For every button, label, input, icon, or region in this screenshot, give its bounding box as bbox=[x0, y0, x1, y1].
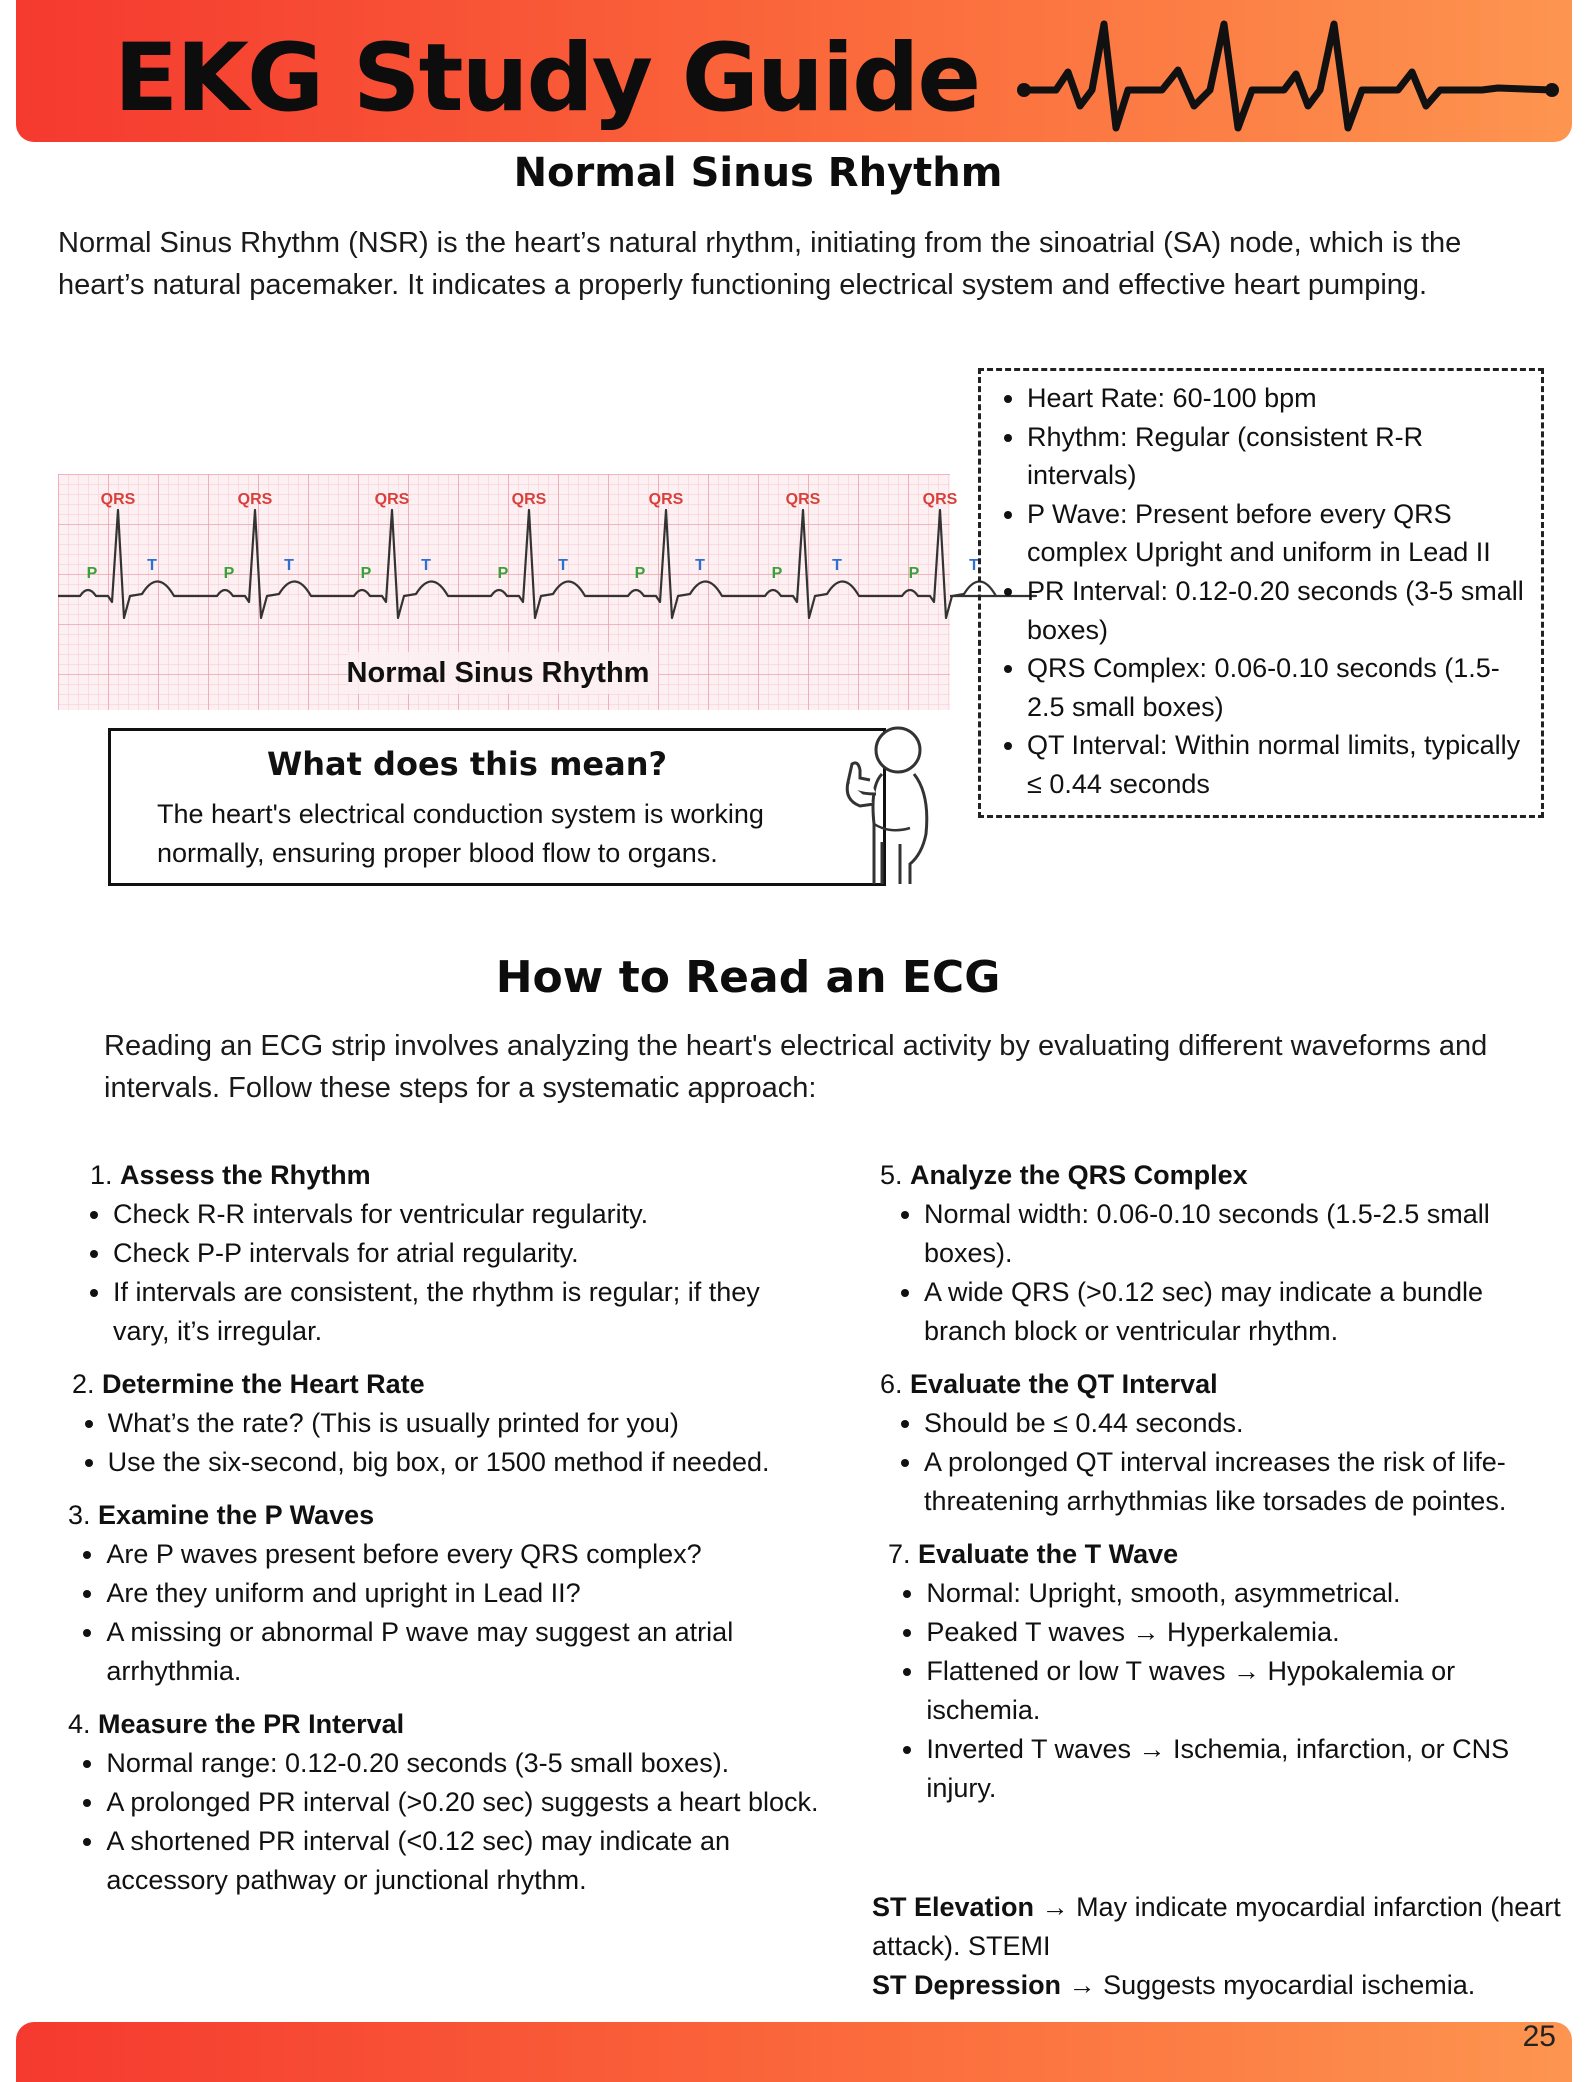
qrs-label: QRS bbox=[511, 491, 547, 508]
header-banner bbox=[16, 0, 1572, 142]
step-bullet: • Inverted T waves → Ischemia, infarction, or CNS injury. bbox=[926, 1730, 1560, 1808]
step-title: Determine the Heart Rate bbox=[102, 1369, 425, 1399]
step-title: Measure the PR Interval bbox=[98, 1709, 405, 1739]
nsr-criterion: • P Wave: Present before every QRS complex Upright and uniform in Lead II bbox=[1027, 495, 1535, 572]
step-bullet: • Are P waves present before every QRS complex? bbox=[106, 1535, 820, 1574]
st-notes bbox=[872, 1888, 1572, 2005]
step-block bbox=[60, 1496, 820, 1691]
qrs-label: QRS bbox=[100, 491, 136, 508]
t-wave-label: T bbox=[147, 557, 157, 574]
page-title: EKG Study Guide bbox=[114, 24, 980, 133]
step-heading bbox=[880, 1365, 1560, 1404]
step-number: 4. bbox=[68, 1709, 91, 1739]
st-elevation-text: → May indicate myocardial infarction (heart attack). STEMI bbox=[872, 1892, 1561, 1961]
step-number: 5. bbox=[880, 1160, 903, 1190]
p-wave-label: P bbox=[360, 565, 372, 582]
step-bullet: • What’s the rate? (This is usually printed for you) bbox=[108, 1404, 820, 1443]
howto-intro: Reading an ECG strip involves analyzing the heart's electrical activity by evaluating different waveforms and intervals. Follow these steps for a systematic approach: bbox=[104, 1030, 1488, 1104]
step-bullets bbox=[60, 1535, 820, 1691]
st-elevation bbox=[872, 1888, 1572, 1966]
step-block bbox=[60, 1156, 820, 1351]
step-bullet: • Normal: Upright, smooth, asymmetrical. bbox=[926, 1574, 1560, 1613]
step-bullet: • Use the six-second, big box, or 1500 method if needed. bbox=[108, 1443, 820, 1482]
p-wave-label: P bbox=[86, 565, 98, 582]
step-bullet: • Check P-P intervals for atrial regularity. bbox=[113, 1234, 820, 1273]
nsr-criterion: • QT Interval: Within normal limits, typically ≤ 0.44 seconds bbox=[1027, 726, 1535, 803]
nsr-criteria-box bbox=[978, 368, 1544, 818]
nsr-heading: Normal Sinus Rhythm bbox=[513, 150, 1003, 196]
t-wave-label: T bbox=[558, 557, 568, 574]
step-block bbox=[880, 1535, 1560, 1808]
step-number: 1. bbox=[90, 1160, 113, 1190]
step-heading bbox=[60, 1365, 820, 1404]
page-number: 25 bbox=[1522, 2020, 1556, 2053]
nsr-criterion: • QRS Complex: 0.06-0.10 seconds (1.5-2.5 small boxes) bbox=[1027, 649, 1535, 726]
meaning-title: What does this mean? bbox=[266, 745, 668, 783]
st-depression bbox=[872, 1966, 1572, 2005]
ekg-caption: Normal Sinus Rhythm bbox=[346, 657, 650, 689]
step-bullet: • A shortened PR interval (<0.12 sec) may indicate an accessory pathway or junctional rhythm. bbox=[106, 1822, 820, 1900]
step-bullets bbox=[60, 1744, 820, 1900]
qrs-label: QRS bbox=[237, 491, 273, 508]
step-bullet: • If intervals are consistent, the rhythm is regular; if they vary, it’s irregular. bbox=[113, 1273, 820, 1351]
t-wave-label: T bbox=[421, 557, 431, 574]
step-bullet: • A wide QRS (>0.12 sec) may indicate a bundle branch block or ventricular rhythm. bbox=[924, 1273, 1560, 1351]
step-number: 3. bbox=[68, 1500, 91, 1530]
t-wave-label: T bbox=[695, 557, 705, 574]
qrs-label: QRS bbox=[374, 491, 410, 508]
step-block bbox=[880, 1365, 1560, 1521]
step-heading bbox=[880, 1535, 1560, 1574]
thumbs-up-figure-icon bbox=[830, 724, 940, 894]
step-block bbox=[60, 1705, 820, 1900]
qrs-label: QRS bbox=[648, 491, 684, 508]
nsr-criterion: • Heart Rate: 60-100 bpm bbox=[1027, 379, 1535, 418]
nsr-criterion: • Rhythm: Regular (consistent R-R intervals) bbox=[1027, 418, 1535, 495]
step-bullet: • A prolonged PR interval (>0.20 sec) suggests a heart block. bbox=[106, 1783, 820, 1822]
p-wave-label: P bbox=[223, 565, 235, 582]
t-wave-label: T bbox=[284, 557, 294, 574]
step-bullet: • Normal width: 0.06-0.10 seconds (1.5-2.5 small boxes). bbox=[924, 1195, 1560, 1273]
nsr-criterion: • PR Interval: 0.12-0.20 seconds (3-5 small boxes) bbox=[1027, 572, 1535, 649]
qrs-label: QRS bbox=[785, 491, 821, 508]
step-heading bbox=[880, 1156, 1560, 1195]
footer-banner bbox=[16, 2022, 1572, 2082]
steps-left-column bbox=[60, 1156, 820, 1914]
step-bullet: • A missing or abnormal P wave may suggest an atrial arrhythmia. bbox=[106, 1613, 820, 1691]
step-bullets bbox=[60, 1404, 820, 1482]
step-bullet: • Are they uniform and upright in Lead II? bbox=[106, 1574, 820, 1613]
step-bullets bbox=[60, 1195, 820, 1351]
step-heading bbox=[60, 1156, 820, 1195]
step-number: 2. bbox=[72, 1369, 95, 1399]
step-title: Evaluate the QT Interval bbox=[910, 1369, 1218, 1399]
step-bullet: • Should be ≤ 0.44 seconds. bbox=[924, 1404, 1560, 1443]
meaning-box bbox=[108, 728, 886, 886]
st-depression-label: ST Depression bbox=[872, 1970, 1062, 2000]
steps-right-column bbox=[880, 1156, 1560, 1822]
step-bullets bbox=[880, 1404, 1560, 1521]
step-bullet: • Flattened or low T waves → Hypokalemia or ischemia. bbox=[926, 1652, 1560, 1730]
step-title: Assess the Rhythm bbox=[120, 1160, 371, 1190]
p-wave-label: P bbox=[908, 565, 920, 582]
step-bullet: • Normal range: 0.12-0.20 seconds (3-5 small boxes). bbox=[106, 1744, 820, 1783]
qrs-label: QRS bbox=[922, 491, 958, 508]
ekg-strip bbox=[58, 474, 979, 710]
nsr-criteria-list bbox=[981, 379, 1535, 804]
t-wave-label: T bbox=[832, 557, 842, 574]
p-wave-label: P bbox=[771, 565, 783, 582]
meaning-text: The heart's electrical conduction system is working normally, ensuring proper blood flow to organs. bbox=[157, 799, 764, 868]
step-bullet: • A prolonged QT interval increases the risk of life-threatening arrhythmias like torsades de pointes. bbox=[924, 1443, 1560, 1521]
st-elevation-label: ST Elevation bbox=[872, 1892, 1035, 1922]
st-depression-text: → Suggests myocardial ischemia. bbox=[1068, 1970, 1476, 2000]
step-number: 7. bbox=[888, 1539, 911, 1569]
p-wave-label: P bbox=[497, 565, 509, 582]
step-bullet: • Check R-R intervals for ventricular regularity. bbox=[113, 1195, 820, 1234]
step-bullet: • Peaked T waves → Hyperkalemia. bbox=[926, 1613, 1560, 1652]
p-wave-label: P bbox=[634, 565, 646, 582]
step-title: Examine the P Waves bbox=[98, 1500, 375, 1530]
step-bullets bbox=[880, 1574, 1560, 1808]
t-wave-label: T bbox=[969, 557, 979, 574]
step-block bbox=[60, 1365, 820, 1482]
step-heading bbox=[60, 1705, 820, 1744]
nsr-intro: Normal Sinus Rhythm (NSR) is the heart’s natural rhythm, initiating from the sinoatrial (SA) node, which is the heart’s natural pacemaker. It indicates a properly functioning electrical system and effective heart pumping. bbox=[58, 227, 1462, 301]
step-title: Analyze the QRS Complex bbox=[910, 1160, 1248, 1190]
step-title: Evaluate the T Wave bbox=[918, 1539, 1179, 1569]
step-bullets bbox=[880, 1195, 1560, 1351]
step-heading bbox=[60, 1496, 820, 1535]
heartbeat-icon bbox=[1012, 10, 1562, 135]
step-block bbox=[880, 1156, 1560, 1351]
step-number: 6. bbox=[880, 1369, 903, 1399]
howto-heading: How to Read an ECG bbox=[495, 952, 1001, 1003]
